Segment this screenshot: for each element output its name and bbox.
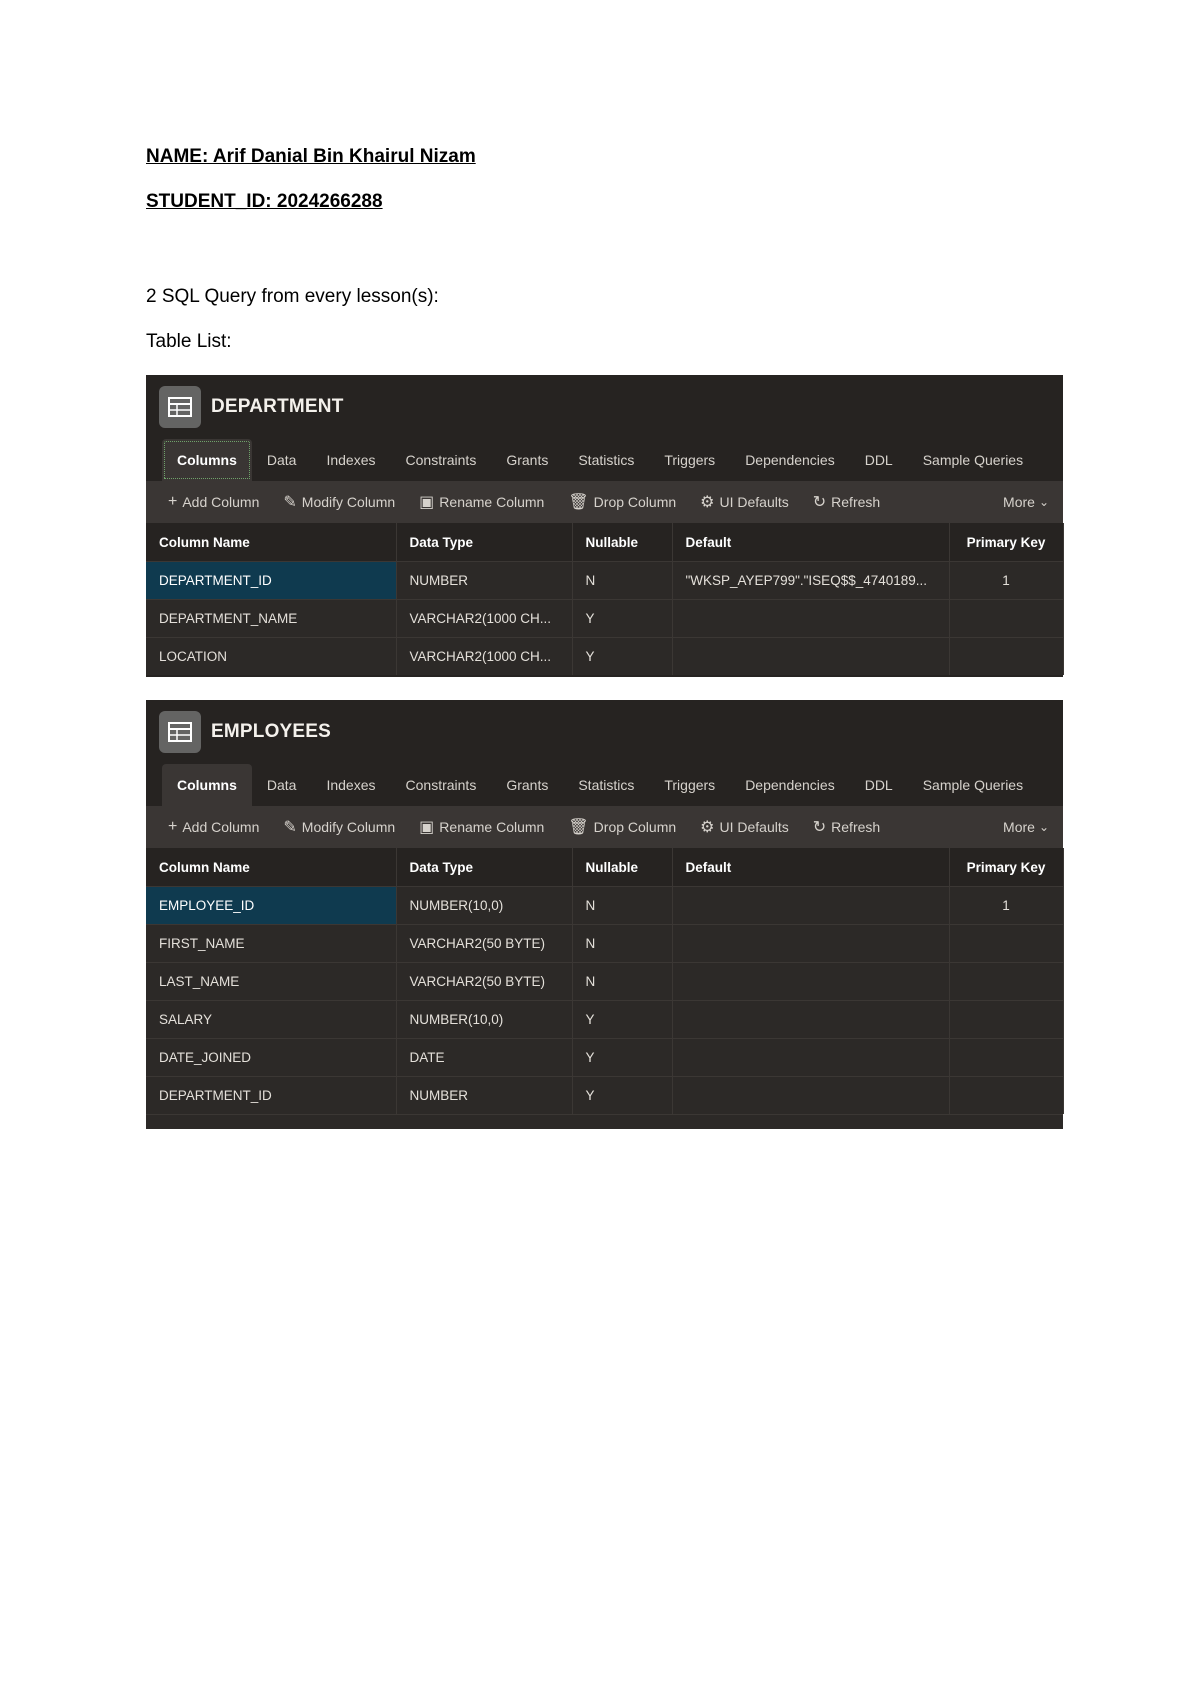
cell-data-type: NUMBER xyxy=(396,562,572,600)
panel-footer xyxy=(146,1114,1063,1129)
tab-sample-queries[interactable]: Sample Queries xyxy=(922,452,1024,468)
tab-ddl[interactable]: DDL xyxy=(864,452,893,468)
cell-column-name[interactable]: FIRST_NAME xyxy=(146,925,396,963)
table-row[interactable] xyxy=(146,1001,1063,1039)
tab-indexes[interactable]: Indexes xyxy=(326,452,376,468)
tab-triggers[interactable]: Triggers xyxy=(664,777,716,793)
cell-default xyxy=(672,925,949,963)
header-primary-key[interactable]: Primary Key xyxy=(949,848,1063,887)
trash-icon: 🗑 xyxy=(568,819,589,836)
panel-title: EMPLOYEES xyxy=(211,721,332,742)
cell-data-type: NUMBER xyxy=(396,1077,572,1115)
tab-grants[interactable]: Grants xyxy=(506,452,549,468)
table-icon xyxy=(159,386,201,428)
cell-nullable: N xyxy=(572,925,672,963)
panel-header xyxy=(146,700,1063,764)
table-row[interactable] xyxy=(146,1039,1063,1077)
cell-nullable: Y xyxy=(572,1039,672,1077)
plus-icon: + xyxy=(168,493,178,510)
cell-data-type: NUMBER(10,0) xyxy=(396,887,572,925)
cell-column-name[interactable]: DEPARTMENT_NAME xyxy=(146,600,396,638)
cell-nullable: N xyxy=(572,887,672,925)
ui-defaults-icon: ⚙ xyxy=(700,819,715,836)
modify-column-button[interactable]: ✎ Modify Column xyxy=(283,494,396,511)
trash-icon: 🗑 xyxy=(568,494,589,511)
department-panel xyxy=(146,375,1063,677)
add-column-button[interactable]: + Add Column xyxy=(168,493,260,510)
header-column-name[interactable]: Column Name xyxy=(146,848,396,887)
cell-primary-key xyxy=(949,1001,1063,1039)
table-row[interactable] xyxy=(146,887,1063,925)
cell-default xyxy=(672,1077,949,1115)
header-data-type[interactable]: Data Type xyxy=(396,848,572,887)
cell-primary-key xyxy=(949,638,1063,676)
table-list-label: Table List: xyxy=(146,331,232,352)
table-row[interactable] xyxy=(146,600,1063,638)
tab-statistics[interactable]: Statistics xyxy=(578,452,635,468)
refresh-button[interactable]: ↻ Refresh xyxy=(812,494,881,511)
ui-defaults-button[interactable]: ⚙ UI Defaults xyxy=(700,819,789,836)
rename-column-button[interactable]: ▣ Rename Column xyxy=(419,494,545,511)
toolbar xyxy=(146,806,1063,848)
cell-data-type: NUMBER(10,0) xyxy=(396,1001,572,1039)
cell-column-name[interactable]: LAST_NAME xyxy=(146,963,396,1001)
drop-column-button[interactable]: 🗑 Drop Column xyxy=(568,819,677,836)
tab-constraints[interactable]: Constraints xyxy=(405,777,477,793)
cell-column-name[interactable]: LOCATION xyxy=(146,638,396,676)
pencil-icon: ✎ xyxy=(283,494,297,511)
header-column-name[interactable]: Column Name xyxy=(146,523,396,562)
rename-column-button[interactable]: ▣ Rename Column xyxy=(419,819,545,836)
columns-table xyxy=(146,523,1064,675)
cell-default xyxy=(672,1001,949,1039)
tab-triggers[interactable]: Triggers xyxy=(664,452,716,468)
header-data-type[interactable]: Data Type xyxy=(396,523,572,562)
tab-dependencies[interactable]: Dependencies xyxy=(745,777,835,793)
intro-line: 2 SQL Query from every lesson(s): xyxy=(146,286,439,307)
cell-column-name[interactable]: DEPARTMENT_ID xyxy=(146,1077,396,1115)
tab-data[interactable]: Data xyxy=(266,452,297,468)
cell-nullable: Y xyxy=(572,638,672,676)
plus-icon: + xyxy=(168,818,178,835)
tab-statistics[interactable]: Statistics xyxy=(578,777,635,793)
cell-column-name[interactable]: SALARY xyxy=(146,1001,396,1039)
table-row[interactable] xyxy=(146,925,1063,963)
tab-columns[interactable]: Columns xyxy=(162,764,252,806)
tab-indexes[interactable]: Indexes xyxy=(326,777,376,793)
tab-bar xyxy=(146,764,1063,806)
cell-data-type: VARCHAR2(1000 CH... xyxy=(396,600,572,638)
cell-default xyxy=(672,638,949,676)
table-header-row xyxy=(146,523,1063,562)
cell-nullable: Y xyxy=(572,1001,672,1039)
cell-primary-key xyxy=(949,1077,1063,1115)
tab-columns[interactable]: Columns xyxy=(162,439,252,481)
cell-default xyxy=(672,963,949,1001)
header-nullable[interactable]: Nullable xyxy=(572,523,672,562)
employees-panel xyxy=(146,700,1063,1129)
cell-primary-key xyxy=(949,925,1063,963)
cell-column-name[interactable]: EMPLOYEE_ID xyxy=(146,887,396,925)
student-id: STUDENT_ID: 2024266288 xyxy=(146,191,383,212)
cell-nullable: N xyxy=(572,562,672,600)
cell-primary-key xyxy=(949,963,1063,1001)
chevron-down-icon: ⌄ xyxy=(1038,820,1049,834)
cell-data-type: VARCHAR2(1000 CH... xyxy=(396,638,572,676)
cell-default xyxy=(672,1039,949,1077)
columns-table xyxy=(146,848,1064,1114)
add-column-button[interactable]: + Add Column xyxy=(168,818,260,835)
tab-dependencies[interactable]: Dependencies xyxy=(745,452,835,468)
tab-data[interactable]: Data xyxy=(266,777,297,793)
cell-default: "WKSP_AYEP799"."ISEQ$$_4740189... xyxy=(672,562,949,600)
more-button[interactable]: More ⌄ xyxy=(1003,819,1049,835)
tab-ddl[interactable]: DDL xyxy=(864,777,893,793)
toolbar xyxy=(146,481,1063,523)
ui-defaults-icon: ⚙ xyxy=(700,494,715,511)
cell-column-name[interactable]: DATE_JOINED xyxy=(146,1039,396,1077)
cell-primary-key: 1 xyxy=(949,562,1063,600)
cell-default xyxy=(672,887,949,925)
header-default[interactable]: Default xyxy=(672,523,949,562)
table-row[interactable] xyxy=(146,562,1063,600)
rename-icon: ▣ xyxy=(419,494,435,511)
rename-icon: ▣ xyxy=(419,819,435,836)
drop-column-button[interactable]: 🗑 Drop Column xyxy=(568,494,677,511)
tab-bar xyxy=(146,439,1063,481)
table-row[interactable] xyxy=(146,1077,1063,1115)
panel-footer xyxy=(146,675,1063,677)
cell-column-name[interactable]: DEPARTMENT_ID xyxy=(146,562,396,600)
cell-primary-key: 1 xyxy=(949,887,1063,925)
modify-column-button[interactable]: ✎ Modify Column xyxy=(283,819,396,836)
table-row[interactable] xyxy=(146,638,1063,676)
cell-default xyxy=(672,600,949,638)
tab-grants[interactable]: Grants xyxy=(506,777,549,793)
chevron-down-icon: ⌄ xyxy=(1038,495,1049,509)
tab-constraints[interactable]: Constraints xyxy=(405,452,477,468)
refresh-icon: ↻ xyxy=(812,819,827,836)
refresh-icon: ↻ xyxy=(812,494,827,511)
cell-nullable: Y xyxy=(572,600,672,638)
table-row[interactable] xyxy=(146,963,1063,1001)
header-default[interactable]: Default xyxy=(672,848,949,887)
header-primary-key[interactable]: Primary Key xyxy=(949,523,1063,562)
more-button[interactable]: More ⌄ xyxy=(1003,494,1049,510)
ui-defaults-button[interactable]: ⚙ UI Defaults xyxy=(700,494,789,511)
student-name: NAME: Arif Danial Bin Khairul Nizam xyxy=(146,146,476,167)
cell-data-type: VARCHAR2(50 BYTE) xyxy=(396,963,572,1001)
pencil-icon: ✎ xyxy=(283,819,297,836)
cell-nullable: N xyxy=(572,963,672,1001)
cell-primary-key xyxy=(949,1039,1063,1077)
panel-title: DEPARTMENT xyxy=(211,396,344,417)
table-icon xyxy=(159,711,201,753)
cell-data-type: VARCHAR2(50 BYTE) xyxy=(396,925,572,963)
table-header-row xyxy=(146,848,1063,887)
header-nullable[interactable]: Nullable xyxy=(572,848,672,887)
cell-primary-key xyxy=(949,600,1063,638)
panel-header xyxy=(146,375,1063,439)
cell-nullable: Y xyxy=(572,1077,672,1115)
refresh-button[interactable]: ↻ Refresh xyxy=(812,819,881,836)
cell-data-type: DATE xyxy=(396,1039,572,1077)
tab-sample-queries[interactable]: Sample Queries xyxy=(922,777,1024,793)
